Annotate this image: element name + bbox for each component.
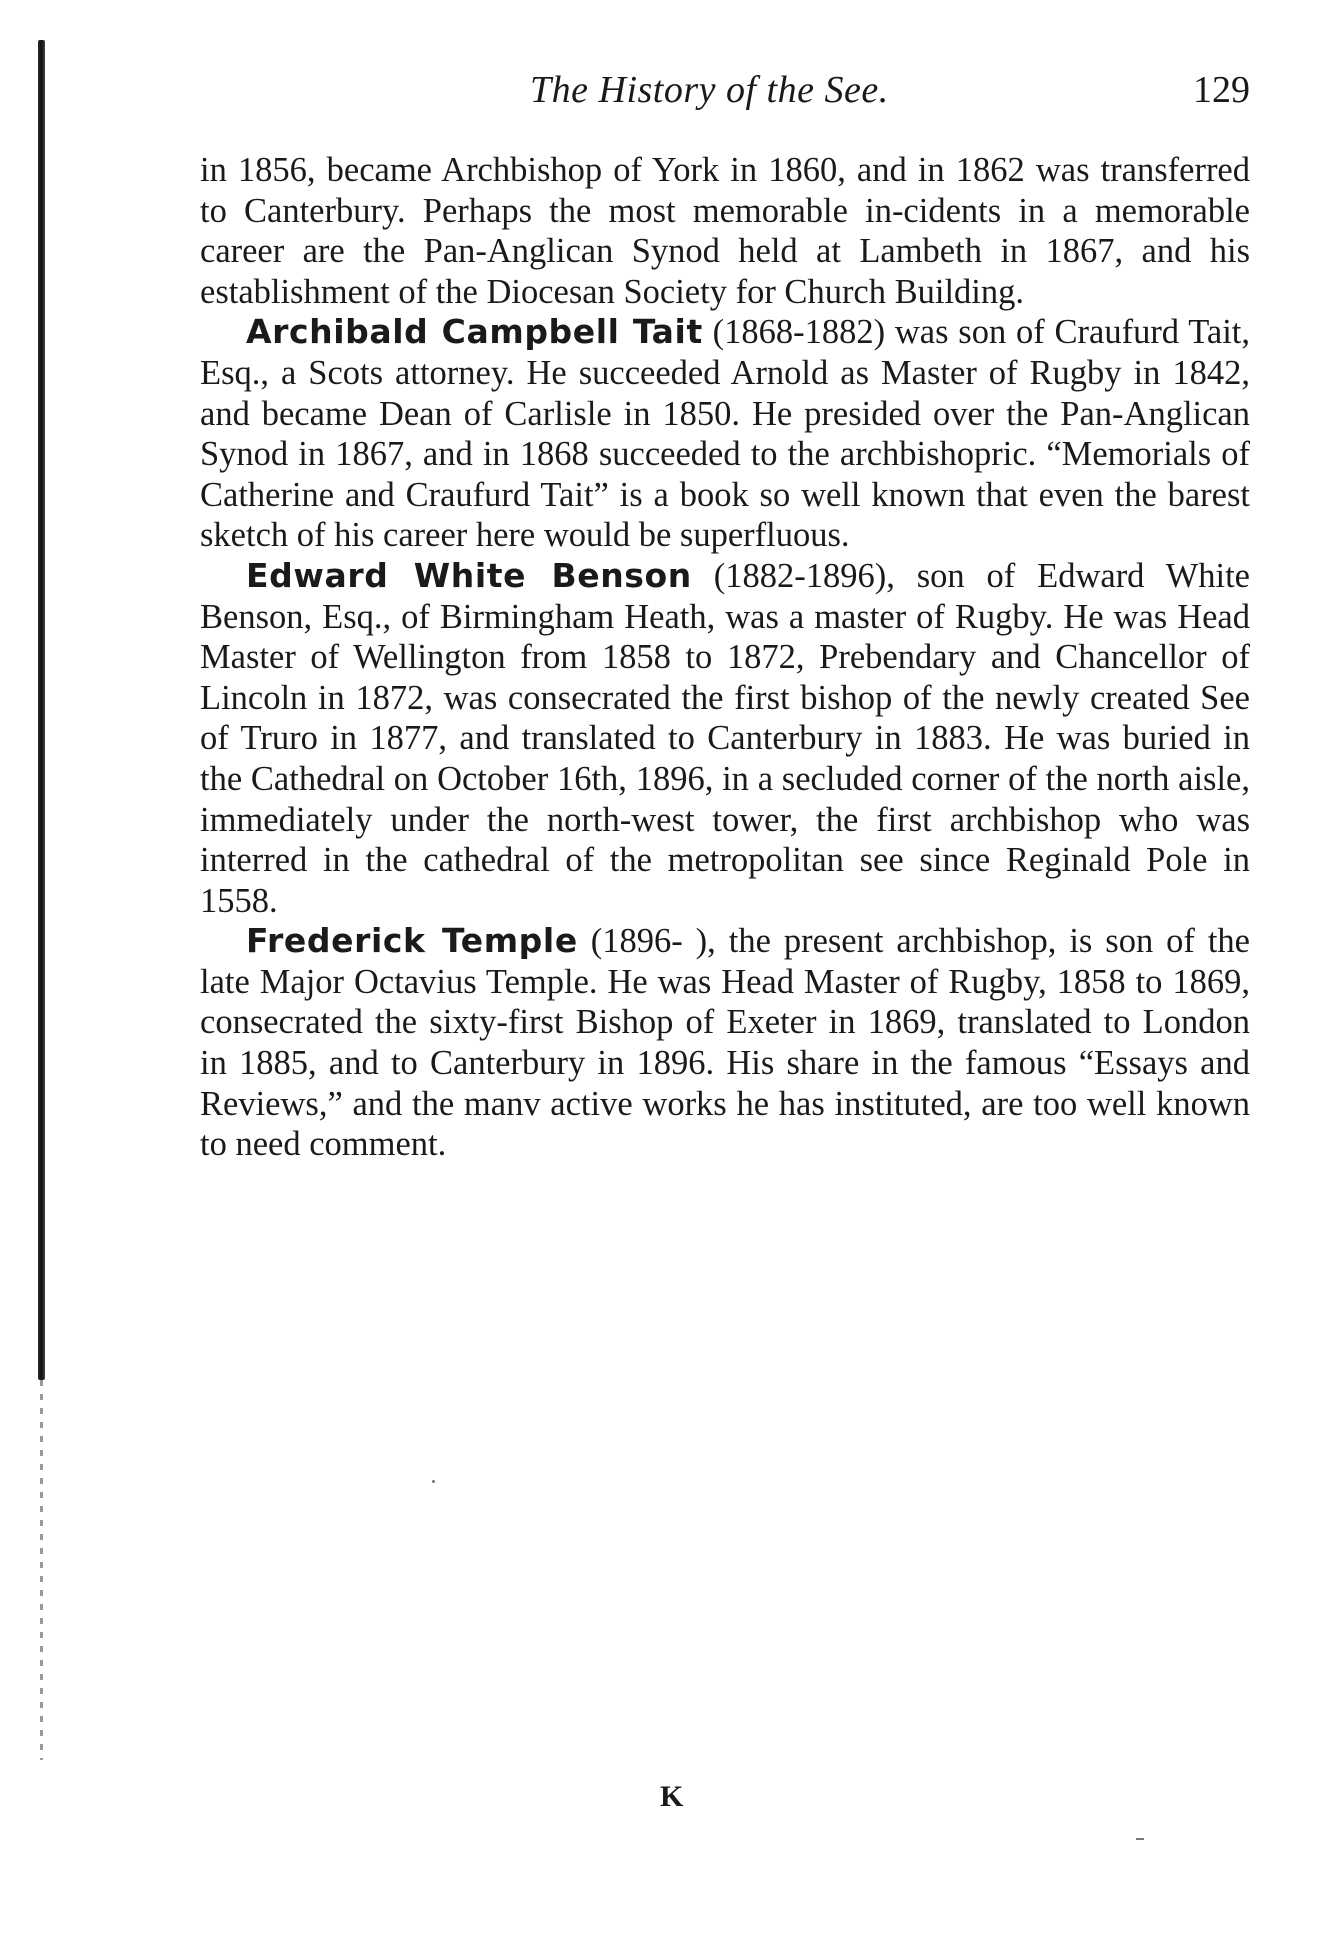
paragraph-text: (1882-1896), son of Edward White Benson, Esq., of Birmingham Heath, was a master of Rugby. He was Head Master of Wellington from 1858 to 1872, Prebendary and Chancellor of Lincoln in 1872, was consecrated the first bishop of the newly created See of Truro in 1877, and translated to Canterbury in 1883. He was buried in the Cathedral on October 16th, 1896, in a secluded corner of the north aisle, immediately under the north-west tower, the first archbishop who was interred in the cathedral of the metropolitan see since Reginald Pole in 1558. [200,556,1250,920]
paragraph-text: in 1856, became Archbishop of York in 1860, and in 1862 was transferred to Canterbury. Perhaps the most memorable in-cidents in a memorable career are the Pan-Anglican Synod held at Lambeth in 1867, and his establishment of the Diocesan Society for Church Building. [200,151,1250,311]
archbishop-name: Edward White Benson [246,555,692,595]
paragraph-text: (1868-1882) was son of Craufurd Tait, Esq., a Scots attorney. He succeeded Arnold as Master of Rugby in 1842, and became Dean of Carlisle in 1850. He presided over the Pan-Anglican Synod in 1867, and in 1868 succeeded to the archbishopric. “Memorials of Catherine and Craufurd Tait” is a book so well known that even the barest sketch of his career here would be superfluous. [200,313,1250,555]
running-head [200,68,1250,118]
signature-mark: K [660,1780,684,1813]
binding-edge [38,40,45,1380]
archbishop-name: Archibald Campbell Tait [246,312,703,352]
paragraph-entry [200,556,1250,921]
body-text [200,150,1250,1165]
paper-speck [1136,1838,1144,1840]
running-title: The History of the See. [530,69,889,111]
paragraph-entry [200,312,1250,556]
paragraph-continuation [200,150,1250,312]
archbishop-name: Frederick Temple [246,921,578,961]
binding-edge-fade [40,1380,43,1760]
paper-speck [432,1480,435,1483]
paragraph-entry [200,921,1250,1165]
paragraph-text: (1896- ), the present archbishop, is son of the late Major Octavius Temple. He was Head Master of Rugby, 1858 to 1869, consecrated the sixty-first Bishop of Exeter in 1869, translated to London in 1885, and to Canterbury in 1896. His share in the famous “Essays and Reviews,” and the manv active works he has instituted, are too well known to need comment. [200,922,1250,1164]
page-number: 129 [1193,69,1250,111]
